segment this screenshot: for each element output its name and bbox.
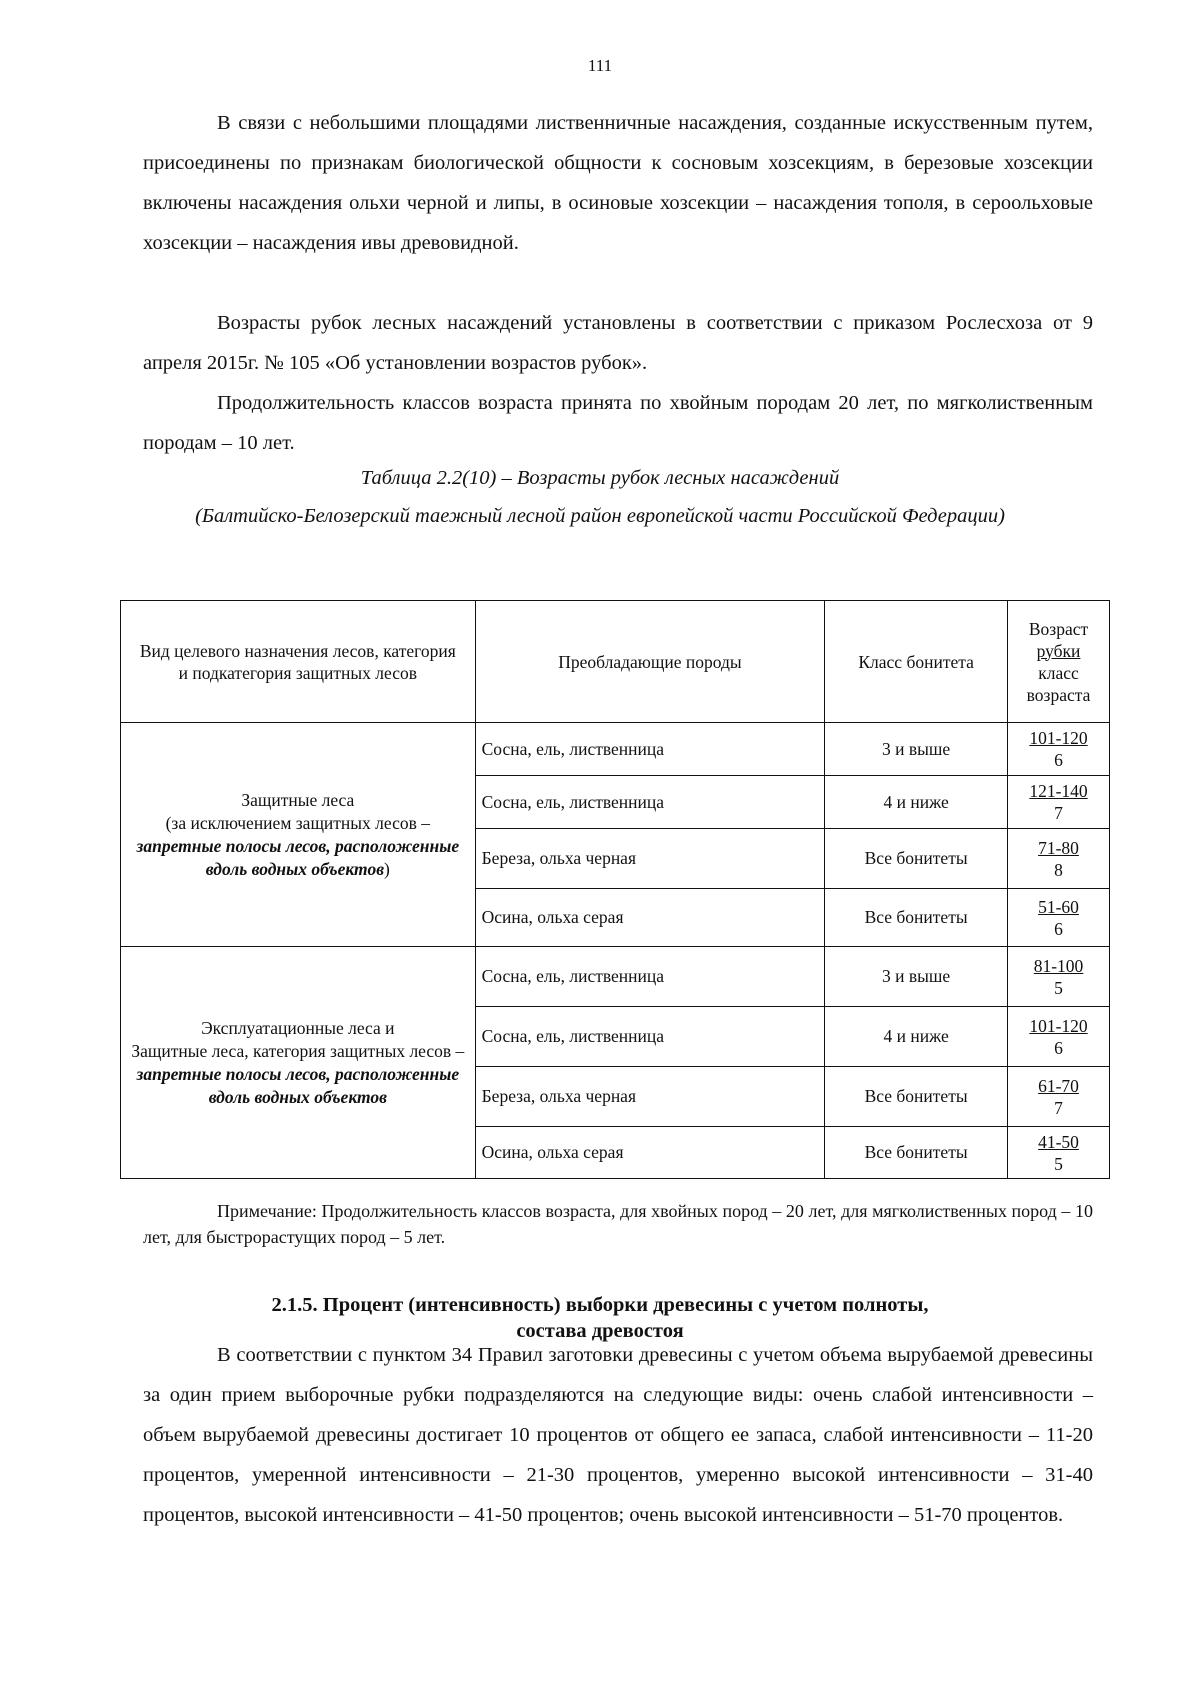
header-age-line2: рубки: [1036, 640, 1081, 661]
class-cell: Все бонитеты: [825, 829, 1008, 889]
cutting-age: 121-140: [1029, 781, 1088, 801]
class-cell: Все бонитеты: [825, 1067, 1008, 1127]
page-number: 111: [587, 56, 613, 75]
section-heading-line1: 2.1.5. Процент (интенсивность) выборки древесины с учетом полноты,: [271, 1294, 929, 1316]
header-age-line4: возраста: [1026, 684, 1091, 705]
table-caption-region: (Балтийско-Белозерский таежный лесной район европейской части Российской Федерации): [195, 505, 1005, 527]
cutting-age-table: [120, 600, 1110, 1179]
table-row: [121, 947, 1110, 1007]
age-class: 5: [1054, 1153, 1063, 1174]
closing-paragraph: В соответствии с пунктом 34 Правил заготовки древесины с учетом объема вырубаемой древесины за один прием выборочные рубки подразделяются на следующие виды: очень слабой интенсивности – объем вырубаемой древесины достигает 10 процентов от общего ее запаса, слабой интенсивности – 11-20 процентов, умеренной интенсивности – 21-30 процентов, умеренно высокой интенсивности – 31-40 процентов, высокой интенсивности – 41-50 процентов; очень высокой интенсивности – 51-70 процентов.: [143, 1344, 1093, 1526]
species-cell: Береза, ольха черная: [475, 829, 825, 889]
cutting-age: 81-100: [1033, 955, 1084, 976]
header-species: Преобладающие породы: [475, 601, 825, 723]
table-note: Примечание: Продолжительность классов возраста, для хвойных пород – 20 лет, для мягколиственных пород – 10 лет, для быстрорастущих пород – 5 лет.: [143, 1201, 1093, 1247]
paragraph-1: В связи с небольшими площадями лиственничные насаждения, созданные искусственным путем, присоединены по признакам биологической общности к сосновым хозсекциям, в березовые хозсекции включены насаждения ольхи черной и липы, в осиновые хозсекции – насаждения тополя, в сероольховые хозсекции – насаждения ивы древовидной.: [143, 112, 1093, 254]
category-close: ): [384, 858, 390, 879]
category-cell-exploitation: [121, 947, 476, 1179]
age-cell: [1008, 947, 1110, 1007]
age-class: 7: [1054, 1097, 1063, 1118]
species-cell: Осина, ольха серая: [475, 889, 825, 947]
category-bold-text: запретные полосы лесов, расположенные вдоль водных объектов: [136, 1063, 460, 1107]
cutting-age: 41-50: [1038, 1131, 1079, 1152]
age-cell: [1008, 1007, 1110, 1067]
age-cell: [1008, 1067, 1110, 1127]
cutting-age: 101-120: [1029, 1015, 1088, 1036]
cutting-age: 51-60: [1038, 896, 1079, 917]
table-header-row: [121, 601, 1110, 723]
species-cell: Сосна, ель, лиственница: [475, 947, 825, 1007]
age-class: 5: [1054, 977, 1063, 998]
category-bold-text: запретные полосы лесов, расположенные вдоль водных объектов: [136, 835, 460, 879]
cutting-age: 71-80: [1038, 837, 1079, 858]
table-row: [121, 723, 1110, 776]
category-text: (за исключением защитных лесов –: [165, 812, 431, 833]
age-class: 7: [1054, 803, 1063, 823]
class-cell: 4 и ниже: [825, 1007, 1008, 1067]
category-title: Эксплуатационные леса и: [201, 1017, 395, 1038]
class-cell: Все бонитеты: [825, 1127, 1008, 1179]
class-cell: 4 и ниже: [825, 776, 1008, 829]
species-cell: Сосна, ель, лиственница: [475, 776, 825, 829]
age-cell: [1008, 889, 1110, 947]
section-heading-line2: состава древостоя: [516, 1320, 684, 1342]
header-age: [1008, 601, 1110, 723]
class-cell: Все бонитеты: [825, 889, 1008, 947]
category-text: Защитные леса, категория защитных лесов –: [131, 1040, 465, 1061]
species-cell: Береза, ольха черная: [475, 1067, 825, 1127]
class-cell: 3 и выше: [825, 723, 1008, 776]
class-cell: 3 и выше: [825, 947, 1008, 1007]
species-cell: Сосна, ель, лиственница: [475, 723, 825, 776]
age-class: 8: [1054, 859, 1063, 880]
age-class: 6: [1054, 1037, 1063, 1058]
header-class: Класс бонитета: [825, 601, 1008, 723]
header-age-line1: Возраст: [1028, 618, 1089, 639]
age-cell: [1008, 829, 1110, 889]
paragraph-3: Продолжительность классов возраста принята по хвойным породам 20 лет, по мягколиственным породам – 10 лет.: [143, 392, 1093, 454]
cutting-age: 101-120: [1029, 728, 1088, 748]
category-title: Защитные леса: [241, 789, 355, 810]
cutting-age: 61-70: [1038, 1075, 1079, 1096]
header-age-line3: класс: [1038, 662, 1079, 683]
header-category: Вид целевого назначения лесов, категория и подкатегория защитных лесов: [121, 601, 476, 723]
species-cell: Сосна, ель, лиственница: [475, 1007, 825, 1067]
age-class: 6: [1054, 750, 1063, 770]
age-cell: [1008, 723, 1110, 776]
age-cell: [1008, 776, 1110, 829]
age-class: 6: [1054, 918, 1063, 939]
species-cell: Осина, ольха серая: [475, 1127, 825, 1179]
paragraph-2: Возрасты рубок лесных насаждений установлены в соответствии с приказом Рослесхоза от 9 апреля 2015г. № 105 «Об установлении возрастов рубок».: [143, 312, 1093, 374]
table-caption-title: Таблица 2.2(10) – Возрасты рубок лесных насаждений: [360, 467, 840, 489]
age-cell: [1008, 1127, 1110, 1179]
category-cell-protective: [121, 723, 476, 947]
